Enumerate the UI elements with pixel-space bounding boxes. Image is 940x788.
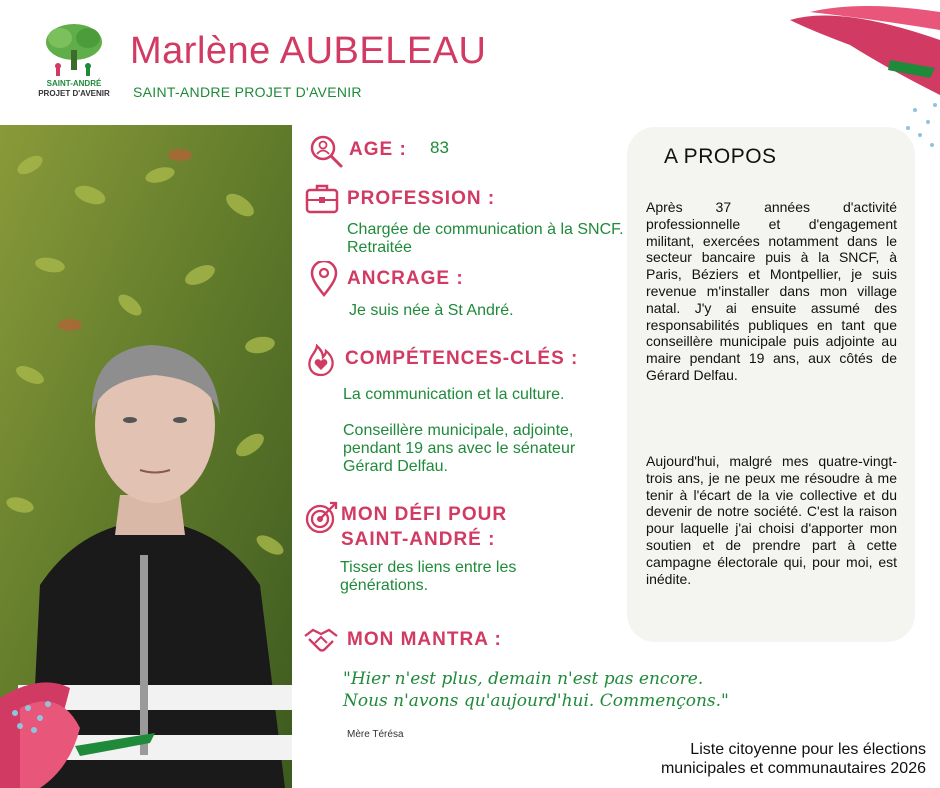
apropos-title: A PROPOS bbox=[664, 145, 777, 168]
flame-heart-icon bbox=[303, 341, 339, 377]
decorative-brush-bottom-left bbox=[0, 668, 160, 788]
target-icon bbox=[304, 499, 340, 535]
apropos-paragraph-1: Après 37 années d'activité professionnelle et d'engagement militant, exercées notamment dans le secteur bancaire puis à la SNCF, à Paris, Béziers et Montpellier, je suis revenue m'installer dans mon village natal. J'y ai ensuite assumé des responsabilités publiques en tant que conseillère municipale puis adjointe au maire pendant 19 ans, aux côtés de Gérard Delfau. bbox=[646, 199, 897, 383]
age-value: 83 bbox=[430, 138, 449, 157]
age-label: AGE : bbox=[349, 139, 407, 160]
ancrage-label: ANCRAGE : bbox=[347, 268, 464, 289]
footer-line1: Liste citoyenne pour les élections bbox=[690, 741, 926, 758]
organization-name: SAINT-ANDRE PROJET D'AVENIR bbox=[133, 84, 362, 100]
search-person-icon bbox=[308, 133, 344, 169]
competences-label: COMPÉTENCES-CLÉS : bbox=[345, 348, 579, 369]
mantra-quote-line1: "Hier n'est plus, demain n'est pas encore. bbox=[343, 669, 704, 689]
mantra-quote bbox=[343, 668, 743, 712]
logo-text-line2: PROJET D'AVENIR bbox=[38, 89, 110, 98]
ancrage-text: Je suis née à St André. bbox=[349, 302, 514, 319]
defi-label-line2: SAINT-ANDRÉ : bbox=[341, 529, 496, 550]
mantra-quote-line2: Nous n'avons qu'aujourd'hui. Commençons." bbox=[343, 691, 729, 711]
tree-logo-icon bbox=[38, 22, 110, 78]
defi-text: Tisser des liens entre les générations. bbox=[340, 559, 517, 594]
handshake-icon bbox=[303, 622, 339, 658]
mantra-author: Mère Térésa bbox=[347, 729, 404, 740]
apropos-paragraph-2: Aujourd'hui, malgré mes quatre-vingt-trois ans, je ne peux me résoudre à me tenir à l'écart de la vie collective et du devenir de notre société. C'est la raison pour laquelle j'ai choisi d'apporter mon soutien et de prendre part à cette campagne électorale qui, pour moi, est inédite. bbox=[646, 453, 897, 587]
location-pin-icon bbox=[306, 261, 342, 297]
mantra-label: MON MANTRA : bbox=[347, 629, 502, 650]
logo bbox=[38, 22, 110, 106]
defi-label-line1: MON DÉFI POUR bbox=[341, 504, 508, 525]
competences-text-2: Conseillère municipale, adjointe, pendant 19 ans avec le sénateur Gérard Delfau. bbox=[343, 422, 576, 475]
briefcase-icon bbox=[304, 181, 340, 217]
profession-label: PROFESSION : bbox=[347, 188, 496, 209]
candidate-name: Marlène AUBELEAU bbox=[130, 30, 487, 72]
footer-line2: municipales et communautaires 2026 bbox=[660, 760, 926, 777]
logo-text-line1: SAINT-ANDRÉ bbox=[46, 79, 102, 88]
footer-text bbox=[560, 740, 926, 778]
profession-text: Chargée de communication à la SNCF. Retraitée bbox=[347, 221, 624, 256]
competences-text-1: La communication et la culture. bbox=[343, 386, 565, 403]
